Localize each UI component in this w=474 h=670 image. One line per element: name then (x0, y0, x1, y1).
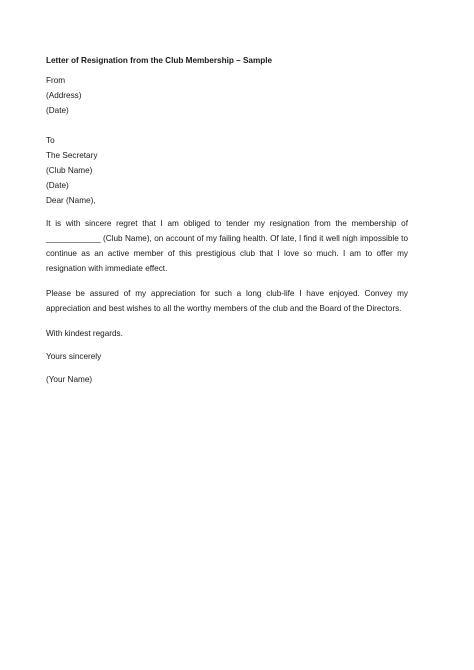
recipient-club-name: (Club Name) (46, 166, 93, 175)
paragraph-resignation: It is with sincere regret that I am obliged to tender my resignation from the membership of ____________ (Club Name), on account of my failing health. Of late, I find it well nigh impossible to continue as an active member of this prestigious club that I love so much. I am to offer my resignation with immediate effect. (46, 219, 408, 273)
signature-name: (Your Name) (46, 375, 93, 384)
letter-body (46, 53, 426, 387)
recipient-title: The Secretary (46, 151, 98, 160)
paragraph-appreciation: Please be assured of my appreciation for such a long club-life I have enjoyed. Convey my appreciation and best wishes to all the worthy members of the club and the Board of the Directors. (46, 289, 408, 313)
recipient-block (46, 133, 426, 208)
closing-regards: With kindest regards. (46, 329, 123, 338)
recipient-date: (Date) (46, 181, 69, 190)
letter-title: Letter of Resignation from the Club Membership – Sample (46, 56, 273, 65)
to-label: To (46, 136, 55, 145)
from-label: From (46, 76, 66, 85)
sender-address: (Address) (46, 91, 82, 100)
sender-block (46, 73, 426, 118)
salutation: Dear (Name), (46, 196, 96, 205)
sender-date: (Date) (46, 106, 69, 115)
closing-sincerely: Yours sincerely (46, 352, 102, 361)
